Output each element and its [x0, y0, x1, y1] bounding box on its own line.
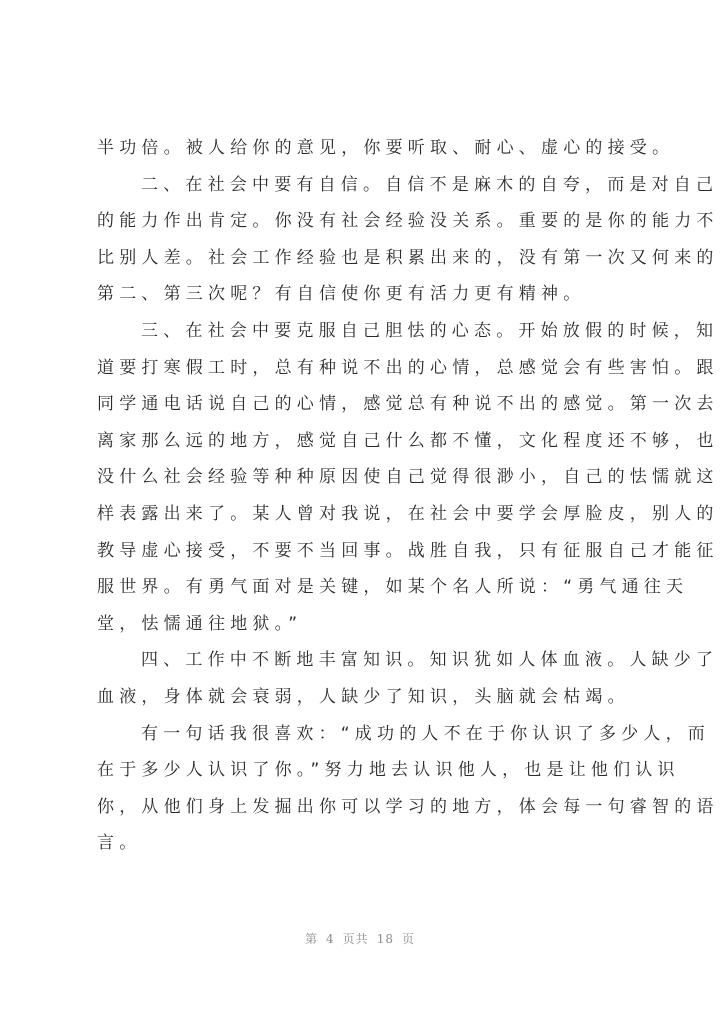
- text-line: 在于多少人认识了你。”努力地去认识他人，也是让他们认识: [97, 760, 680, 781]
- text-line: 离家那么远的地方，感觉自己什么都不懂，文化程度还不够，也: [97, 430, 719, 451]
- text-line: 言。: [97, 833, 142, 854]
- text-line: 血液，身体就会衰弱，人缺少了知识，头脑就会枯竭。: [97, 686, 630, 707]
- text-line: 比别人差。社会工作经验也是积累出来的，没有第一次又何来的: [97, 247, 719, 268]
- text-line: 服世界。有勇气面对是关键，如某个名人所说：“勇气通往天: [97, 577, 689, 598]
- page-footer: [0, 930, 720, 947]
- text-line: 道要打寒假工时，总有种说不出的心情，总感觉会有些害怕。跟: [97, 357, 719, 378]
- text-line: 教导虚心接受，不要不当回事。战胜自我，只有征服自己才能征: [97, 540, 719, 561]
- footer-suffix: 页: [401, 932, 415, 946]
- current-page-number: 4: [326, 932, 335, 946]
- text-line: 的能力作出肯定。你没有社会经验没关系。重要的是你的能力不: [97, 211, 719, 232]
- text-line: 没什么社会经验等种种原因使自己觉得很渺小，自己的怯懦就这: [97, 467, 719, 488]
- paragraph-start-line: 三、在社会中要克服自己胆怯的心态。开始放假的时候，知: [141, 320, 719, 341]
- text-line: 你，从他们身上发掘出你可以学习的地方，体会每一句睿智的语: [97, 796, 719, 817]
- paragraph-start-line: 四、工作中不断地丰富知识。知识犹如人体血液。人缺少了: [141, 650, 719, 671]
- text-line: 半功倍。被人给你的意见，你要听取、耐心、虚心的接受。: [97, 138, 675, 158]
- paragraph-start-line: 二、在社会中要有自信。自信不是麻木的自夸，而是对自己: [141, 174, 719, 195]
- total-pages-number: 18: [376, 932, 394, 946]
- text-line: 同学通电话说自己的心情，感觉总有种说不出的感觉。第一次去: [97, 394, 719, 415]
- text-line: 堂，怯懦通往地狱。”: [97, 613, 303, 634]
- text-line: 样表露出来了。某人曾对我说，在社会中要学会厚脸皮，别人的: [97, 503, 719, 524]
- footer-prefix: 第: [305, 932, 319, 946]
- document-body: [97, 133, 719, 865]
- footer-middle: 页共: [342, 932, 369, 946]
- text-line: 第二、第三次呢？有自信使你更有活力更有精神。: [97, 284, 586, 305]
- paragraph-start-line: 有一句话我很喜欢：“成功的人不在于你认识了多少人，而: [141, 723, 711, 744]
